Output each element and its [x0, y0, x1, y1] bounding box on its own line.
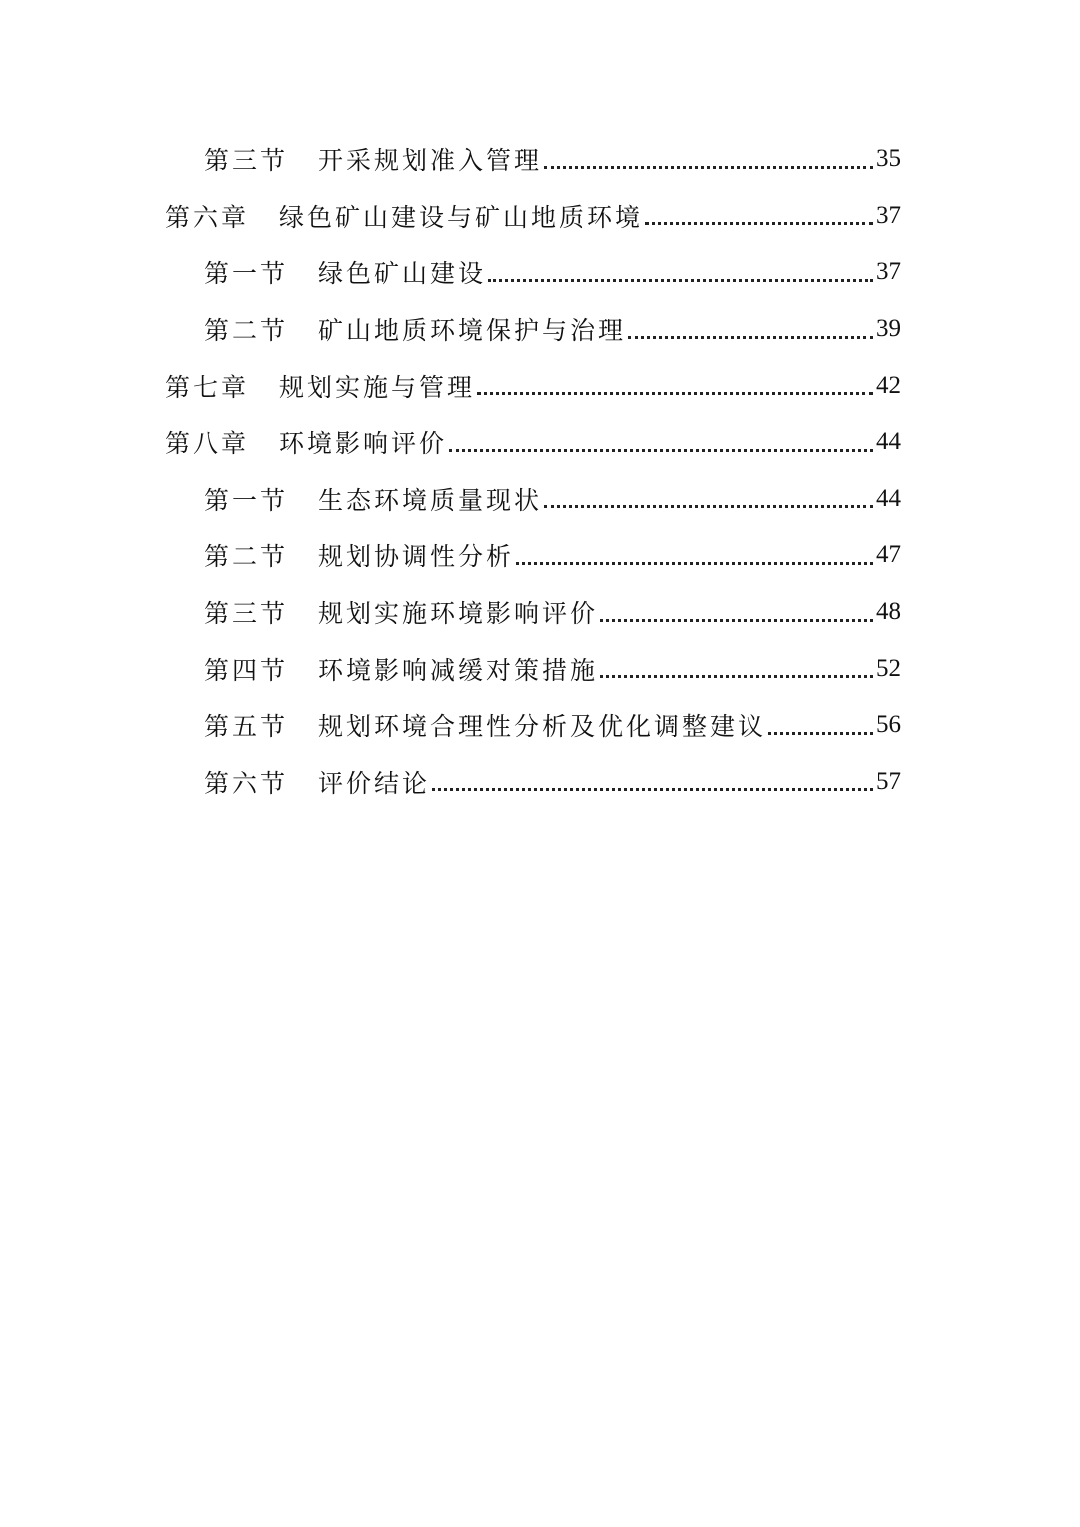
toc-entry-page: 52: [876, 654, 901, 682]
toc-entry-page: 37: [876, 258, 901, 286]
toc-entry-page: 37: [876, 201, 901, 229]
toc-entry-number: 第八章: [165, 429, 250, 459]
toc-entry-page: 56: [876, 711, 901, 739]
toc-entry-title: 评价结论: [318, 768, 431, 798]
toc-entry-number: 第四节: [204, 655, 289, 685]
dot-leader: [544, 166, 873, 169]
toc-entry-page: 57: [876, 767, 901, 795]
toc-entry-title: 规划实施与管理: [279, 372, 476, 402]
dot-leader: [488, 279, 873, 282]
toc-entry-number: 第二节: [204, 542, 289, 572]
toc-entry-number: 第三节: [204, 599, 289, 629]
toc-entry[interactable]: [0, 244, 1080, 301]
toc-entry-title: 规划协调性分析: [318, 542, 515, 572]
dot-leader: [768, 732, 873, 735]
toc-entry[interactable]: [0, 697, 1080, 754]
toc-entry-title: 生态环境质量现状: [318, 485, 543, 515]
toc-entry-number: 第六节: [204, 768, 289, 798]
toc-entry-title: 矿山地质环境保护与治理: [318, 316, 627, 346]
toc-entry-title: 绿色矿山建设: [318, 259, 487, 289]
toc-entry[interactable]: [0, 414, 1080, 471]
dot-leader: [544, 505, 873, 508]
toc-entry[interactable]: [0, 188, 1080, 245]
toc-entry[interactable]: [0, 527, 1080, 584]
toc-entry-page: 44: [876, 428, 901, 456]
toc-entry-page: 48: [876, 598, 901, 626]
toc-entry-title: 环境影响评价: [279, 429, 448, 459]
toc-entry-title: 绿色矿山建设与矿山地质环境: [279, 202, 644, 232]
toc-entry-title: 开采规划准入管理: [318, 146, 543, 176]
toc-entry-number: 第二节: [204, 316, 289, 346]
toc-entry-page: 39: [876, 315, 901, 343]
dot-leader: [516, 562, 873, 565]
toc-entry[interactable]: [0, 471, 1080, 528]
toc-entry-number: 第六章: [165, 202, 250, 232]
dot-leader: [600, 675, 873, 678]
dot-leader: [432, 788, 873, 791]
toc-entry-page: 44: [876, 484, 901, 512]
toc-entry[interactable]: [0, 301, 1080, 358]
toc-entry-title: 规划环境合理性分析及优化调整建议: [318, 712, 767, 742]
dot-leader: [477, 392, 873, 395]
table-of-contents: [0, 131, 1080, 810]
dot-leader: [645, 222, 873, 225]
dot-leader: [449, 449, 873, 452]
toc-entry-number: 第一节: [204, 259, 289, 289]
toc-entry[interactable]: [0, 754, 1080, 811]
toc-entry[interactable]: [0, 584, 1080, 641]
toc-entry[interactable]: [0, 357, 1080, 414]
toc-entry[interactable]: [0, 640, 1080, 697]
toc-entry[interactable]: [0, 131, 1080, 188]
toc-entry-number: 第七章: [165, 372, 250, 402]
toc-entry-title: 环境影响减缓对策措施: [318, 655, 599, 685]
toc-entry-number: 第三节: [204, 146, 289, 176]
dot-leader: [628, 336, 873, 339]
toc-entry-number: 第五节: [204, 712, 289, 742]
toc-entry-page: 42: [876, 371, 901, 399]
toc-entry-page: 47: [876, 541, 901, 569]
toc-entry-number: 第一节: [204, 485, 289, 515]
dot-leader: [600, 619, 873, 622]
toc-entry-title: 规划实施环境影响评价: [318, 599, 599, 629]
toc-entry-page: 35: [876, 145, 901, 173]
